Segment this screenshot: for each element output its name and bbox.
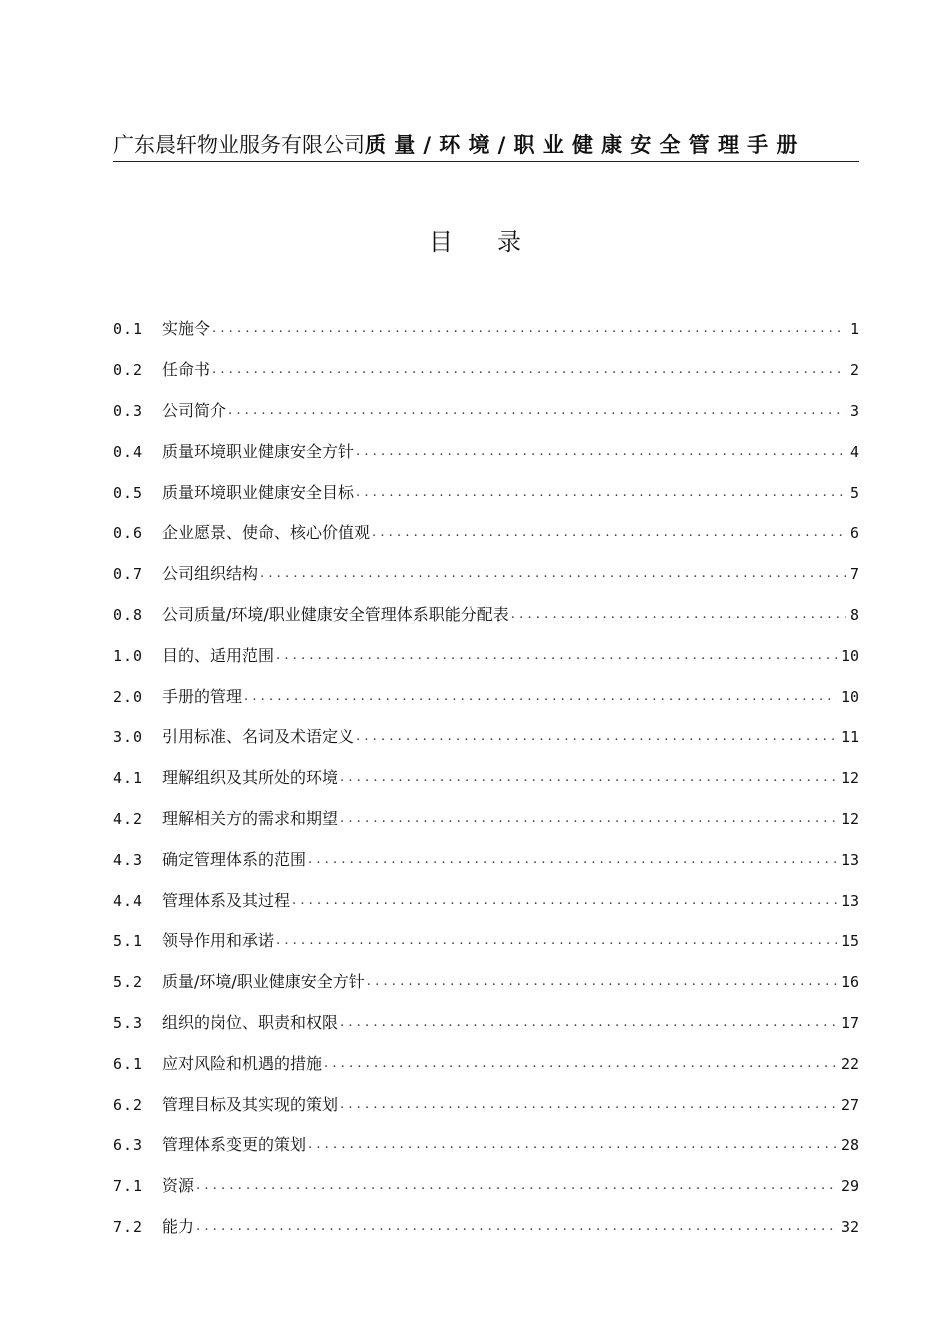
- toc-entry[interactable]: [113, 921, 859, 962]
- toc-entry[interactable]: [113, 635, 859, 676]
- header-manual-title: 质量/环境/职业健康安全管理手册: [365, 132, 806, 157]
- toc-entry-title: 组织的岗位、职责和权限: [162, 1012, 339, 1032]
- toc-entry[interactable]: [113, 880, 859, 921]
- toc-dot-leader: [511, 604, 846, 626]
- toc-entry-page-number: 10: [840, 687, 859, 706]
- table-of-contents: [113, 309, 859, 1247]
- toc-entry-page-number: 1: [849, 320, 859, 339]
- toc-entry-page-number: 8: [849, 605, 859, 624]
- toc-dot-leader: [340, 1012, 837, 1034]
- toc-dot-leader: [196, 1175, 837, 1197]
- toc-entry[interactable]: [113, 962, 859, 1003]
- toc-dot-leader: [308, 849, 837, 871]
- toc-entry-number: 0.4: [113, 442, 144, 461]
- toc-entry[interactable]: [113, 1166, 859, 1207]
- toc-entry-title: 管理体系变更的策划: [162, 1135, 307, 1155]
- toc-dot-leader: [340, 1094, 837, 1116]
- toc-dot-leader: [367, 971, 837, 993]
- toc-entry[interactable]: [113, 1003, 859, 1044]
- toc-entry[interactable]: [113, 472, 859, 513]
- toc-entry[interactable]: [113, 1125, 859, 1166]
- toc-dot-leader: [356, 726, 837, 748]
- toc-entry-title: 手册的管理: [162, 686, 243, 706]
- toc-dot-leader: [356, 441, 846, 463]
- toc-entry[interactable]: [113, 350, 859, 391]
- toc-dot-leader: [308, 1134, 837, 1156]
- toc-entry-page-number: 16: [840, 973, 859, 992]
- toc-heading-part2: 录: [497, 228, 521, 256]
- toc-entry-page-number: 5: [849, 483, 859, 502]
- toc-entry[interactable]: [113, 554, 859, 595]
- toc-heading: [0, 222, 950, 257]
- toc-entry-title: 理解组织及其所处的环境: [162, 768, 339, 788]
- toc-entry[interactable]: [113, 1043, 859, 1084]
- toc-entry-number: 5.3: [113, 1013, 144, 1032]
- toc-entry-page-number: 12: [840, 809, 859, 828]
- toc-entry-number: 0.3: [113, 401, 144, 420]
- toc-entry-page-number: 13: [840, 891, 859, 910]
- toc-entry-title: 能力: [162, 1216, 195, 1236]
- toc-entry-number: 5.1: [113, 932, 144, 951]
- toc-entry-title: 质量环境职业健康安全方针: [162, 441, 355, 461]
- toc-entry-title: 管理体系及其过程: [162, 890, 291, 910]
- toc-entry-number: 4.2: [113, 809, 144, 828]
- toc-entry-number: 3.0: [113, 728, 144, 747]
- toc-entry-page-number: 22: [840, 1054, 859, 1073]
- toc-entry-title: 确定管理体系的范围: [162, 849, 307, 869]
- toc-entry-number: 0.7: [113, 565, 144, 584]
- toc-heading-part1: 目: [429, 228, 453, 256]
- toc-dot-leader: [340, 808, 837, 830]
- toc-dot-leader: [276, 645, 837, 667]
- toc-entry-number: 6.2: [113, 1095, 144, 1114]
- toc-entry-page-number: 28: [840, 1136, 859, 1155]
- toc-dot-leader: [324, 1053, 837, 1075]
- toc-dot-leader: [244, 686, 837, 708]
- toc-entry-number: 6.3: [113, 1136, 144, 1155]
- toc-dot-leader: [212, 318, 846, 340]
- toc-entry-number: 1.0: [113, 646, 144, 665]
- toc-entry-page-number: 15: [840, 932, 859, 951]
- toc-entry-page-number: 11: [840, 728, 859, 747]
- toc-entry[interactable]: [113, 839, 859, 880]
- toc-entry[interactable]: [113, 595, 859, 636]
- toc-entry[interactable]: [113, 717, 859, 758]
- toc-entry-page-number: 4: [849, 442, 859, 461]
- toc-entry-title: 质量环境职业健康安全目标: [162, 482, 355, 502]
- toc-entry-title: 实施令: [162, 319, 211, 339]
- toc-entry[interactable]: [113, 676, 859, 717]
- toc-dot-leader: [340, 767, 837, 789]
- toc-entry-number: 7.1: [113, 1177, 144, 1196]
- toc-dot-leader: [196, 1216, 837, 1238]
- toc-dot-leader: [292, 890, 837, 912]
- toc-entry-page-number: 17: [840, 1013, 859, 1032]
- toc-entry-number: 4.4: [113, 891, 144, 910]
- toc-entry-title: 理解相关方的需求和期望: [162, 808, 339, 828]
- toc-entry-title: 公司组织结构: [162, 564, 259, 584]
- toc-entry[interactable]: [113, 513, 859, 554]
- toc-entry-number: 0.1: [113, 320, 144, 339]
- toc-dot-leader: [260, 563, 846, 585]
- toc-entry-page-number: 3: [849, 401, 859, 420]
- toc-entry-title: 质量/环境/职业健康安全方针: [162, 972, 365, 992]
- toc-entry-title: 领导作用和承诺: [162, 931, 275, 951]
- toc-entry[interactable]: [113, 1084, 859, 1125]
- toc-dot-leader: [276, 930, 837, 952]
- toc-entry-title: 管理目标及其实现的策划: [162, 1094, 339, 1114]
- toc-entry-number: 0.5: [113, 483, 144, 502]
- toc-dot-leader: [372, 522, 846, 544]
- toc-entry-page-number: 7: [849, 565, 859, 584]
- toc-entry-page-number: 29: [840, 1177, 859, 1196]
- toc-dot-leader: [228, 400, 846, 422]
- toc-entry[interactable]: [113, 758, 859, 799]
- toc-entry-page-number: 2: [849, 361, 859, 380]
- toc-entry-number: 0.6: [113, 524, 144, 543]
- toc-entry[interactable]: [113, 799, 859, 840]
- header-company-name: 广东晨轩物业服务有限公司: [113, 132, 365, 157]
- toc-entry-page-number: 12: [840, 769, 859, 788]
- toc-entry[interactable]: [113, 391, 859, 432]
- toc-entry-page-number: 6: [849, 524, 859, 543]
- toc-entry-number: 0.2: [113, 361, 144, 380]
- toc-entry-title: 企业愿景、使命、核心价值观: [162, 523, 371, 543]
- toc-entry-number: 5.2: [113, 973, 144, 992]
- toc-entry[interactable]: [113, 431, 859, 472]
- toc-entry-number: 4.3: [113, 850, 144, 869]
- toc-entry-title: 资源: [162, 1176, 195, 1196]
- toc-entry-page-number: 10: [840, 646, 859, 665]
- toc-entry-title: 公司简介: [162, 400, 227, 420]
- toc-entry-number: 0.8: [113, 605, 144, 624]
- toc-entry-title: 应对风险和机遇的措施: [162, 1053, 323, 1073]
- toc-dot-leader: [212, 359, 846, 381]
- toc-entry-title: 任命书: [162, 360, 211, 380]
- page-header: [113, 126, 859, 162]
- toc-entry-page-number: 32: [840, 1217, 859, 1236]
- toc-entry[interactable]: [113, 309, 859, 350]
- toc-entry-title: 目的、适用范围: [162, 645, 275, 665]
- toc-entry[interactable]: [113, 1207, 859, 1248]
- toc-entry-title: 引用标准、名词及术语定义: [162, 727, 355, 747]
- toc-entry-number: 4.1: [113, 769, 144, 788]
- toc-dot-leader: [356, 482, 846, 504]
- toc-entry-title: 公司质量/环境/职业健康安全管理体系职能分配表: [162, 604, 509, 624]
- toc-entry-page-number: 27: [840, 1095, 859, 1114]
- toc-entry-number: 7.2: [113, 1217, 144, 1236]
- toc-entry-number: 2.0: [113, 687, 144, 706]
- toc-entry-page-number: 13: [840, 850, 859, 869]
- toc-entry-number: 6.1: [113, 1054, 144, 1073]
